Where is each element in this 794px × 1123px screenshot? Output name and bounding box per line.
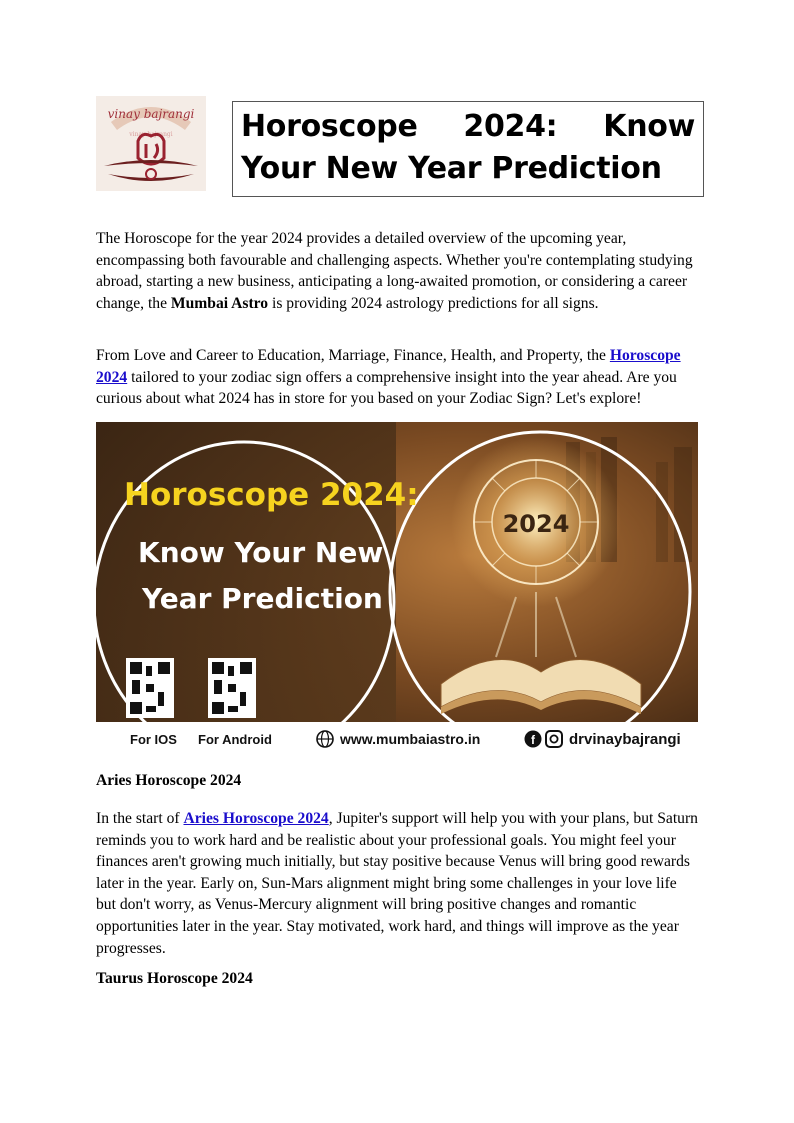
android-label: For Android [198, 732, 272, 747]
aries-text-end: , Jupiter's support will help you with your plans, but Saturn reminds you to work hard and be realistic about your professional goals. You might feel your finances aren't growing much initially, but stay positive because Venus will bring good rewards later in the year. Early on, Sun-Mars alignment might bring some challenges in your love life but don't worry, as Venus-Mercury alignment will bring positive changes and romantic opportunities later in the year. Stay motivated, work hard, and things will improve as the year progresses. [96, 810, 698, 957]
banner-year-dial: 2024 [502, 510, 570, 538]
horoscope-2024-link[interactable]: Horoscope 2024 [96, 347, 681, 386]
intro-2-text: From Love and Career to Education, Marriage, Finance, Health, and Property, the [96, 347, 610, 364]
intro-paragraph-2 [96, 345, 698, 410]
aries-horoscope-link[interactable]: Aries Horoscope 2024 [183, 810, 329, 827]
banner-headline-2: Know Your New [138, 536, 384, 569]
aries-paragraph [96, 808, 698, 959]
brand-logo [96, 96, 206, 191]
social-handle: drvinaybajrangi [569, 731, 681, 748]
intro-1-text: The Horoscope for the year 2024 provides a detailed overview of the upcoming year, encompassing both favourable and challenging aspects. Whether you're contemplating studying abroad, starting a new business, anticipating a long-awaited promotion, or considering a career change, the [96, 230, 693, 312]
aries-text: In the start of [96, 810, 184, 827]
intro-paragraph-1 [96, 228, 698, 314]
facebook-icon [525, 731, 542, 748]
page-title: Horoscope 2024: Know Your New Year Prediction [241, 109, 695, 186]
brand-name: Mumbai Astro [170, 294, 269, 312]
banner-headline-3: Year Prediction [142, 582, 383, 615]
intro-1-text-end: is providing 2024 astrology predictions for all signs. [268, 294, 599, 312]
title-box [232, 101, 704, 197]
ios-label: For IOS [130, 732, 177, 747]
logo-sub-text: vinay bajrangi [129, 131, 173, 138]
aries-heading: Aries Horoscope 2024 [96, 772, 242, 789]
intro-2-text-end: tailored to your zodiac sign offers a comprehensive insight into the year ahead. Are you curious about what 2024 has in store for you based on your Zodiac Sign? Let's explore! [96, 368, 677, 408]
taurus-heading: Taurus Horoscope 2024 [96, 970, 253, 987]
banner-headline-1: Horoscope 2024: [124, 477, 419, 513]
ios-qr-code[interactable] [126, 658, 174, 718]
logo-brand-text: vinay bajrangi [107, 107, 195, 121]
banner-image [96, 422, 698, 757]
android-qr-code[interactable] [208, 658, 256, 718]
website-text: www.mumbaiastro.in [340, 731, 481, 747]
svg-text:f: f [531, 733, 535, 747]
